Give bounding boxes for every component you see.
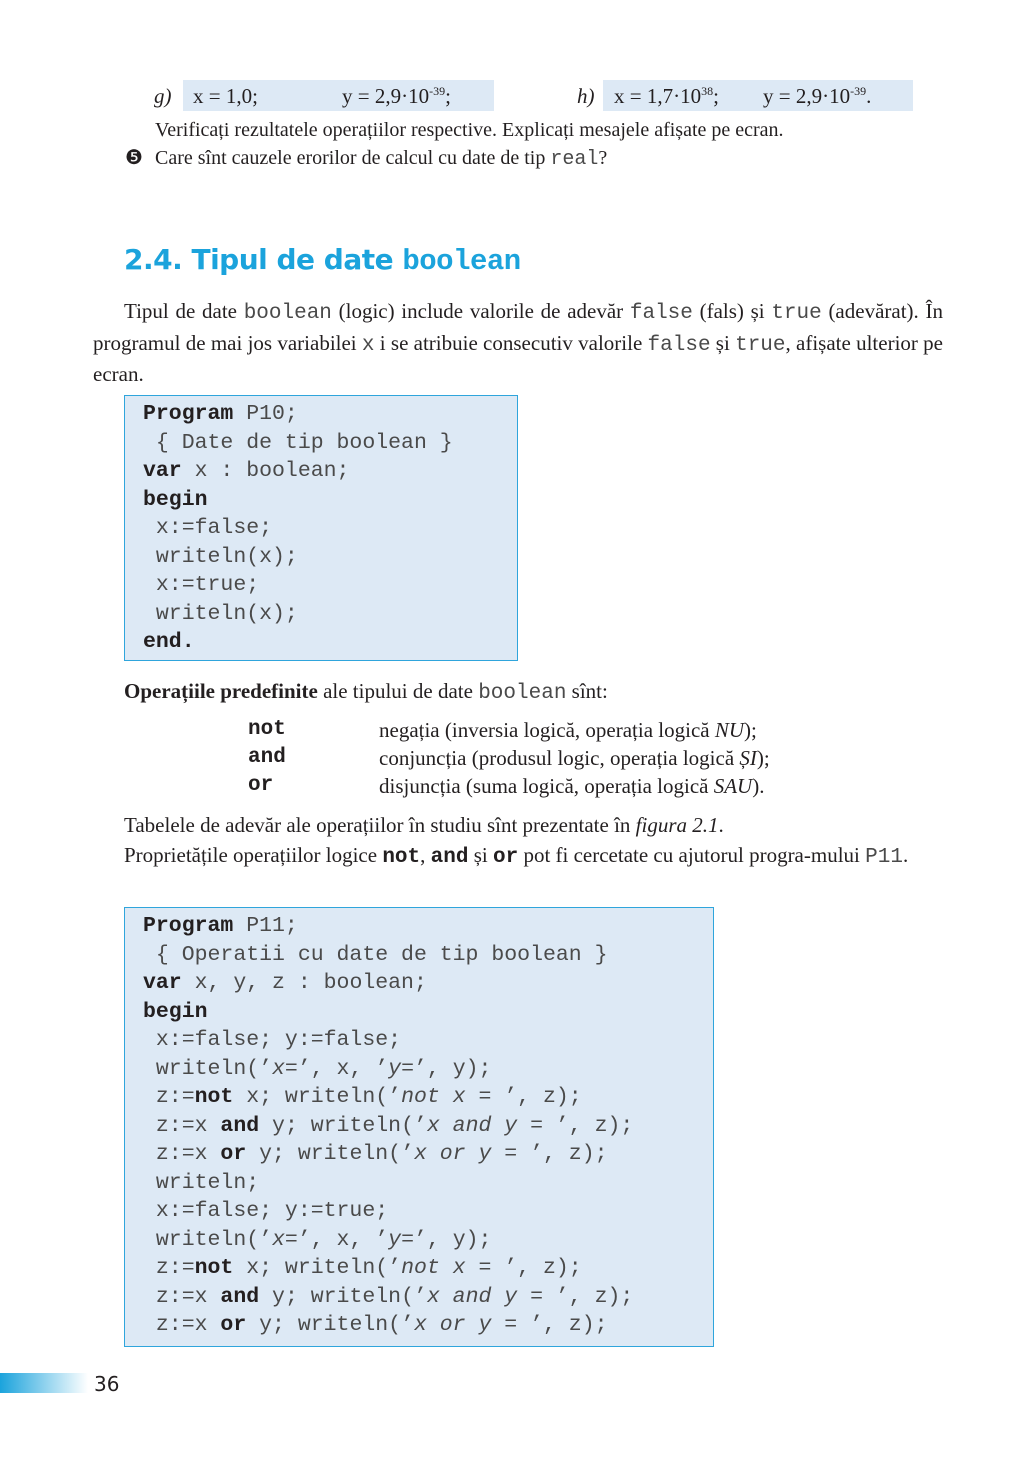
figure-reference: figura 2.1 [635, 813, 719, 837]
code-line [143, 1226, 633, 1255]
operation-desc-end: ); [756, 746, 770, 770]
code-keyword: Program [143, 402, 234, 426]
code-string: x or y = [413, 1313, 531, 1337]
operation-description [379, 772, 764, 800]
props-keyword-or: or [492, 846, 519, 869]
code-line [143, 628, 453, 657]
code-keyword: or [220, 1142, 247, 1166]
props-text-3: și [468, 843, 493, 867]
code-string: not x = [401, 1256, 505, 1280]
operation-description [379, 716, 757, 744]
intro-code-6: true [735, 333, 786, 357]
code-text: writeln(’ [143, 1227, 273, 1252]
exercise-g-y [342, 84, 451, 109]
intro-text-4: (adevărat). În programul de mai jos variabilei [93, 299, 943, 355]
operation-desc-end: ); [744, 718, 757, 742]
question-5 [155, 147, 607, 171]
operation-desc-end: ). [752, 774, 765, 798]
verify-text: Verificați rezultatele operațiilor respective. Explicați mesajele afișate pe ecran. [155, 119, 784, 141]
code-text: ’, x, ’ [297, 1056, 389, 1081]
code-text: ’, y); [413, 1056, 492, 1081]
code-text: x : boolean; [181, 459, 350, 483]
code-text: x; writeln(’ [233, 1256, 402, 1280]
code-line [143, 912, 633, 941]
intro-text-6: și [710, 330, 736, 355]
exercise-g-x-text: x = 1,0; [193, 84, 258, 108]
code-keyword: end. [143, 630, 195, 654]
question-5-marker-icon: ❺ [125, 145, 143, 169]
code-string: not x = [401, 1085, 505, 1109]
operations-list [248, 716, 868, 802]
intro-code-5: false [647, 333, 711, 357]
code-text: x, y, z : boolean; [181, 971, 427, 995]
section-heading [124, 243, 521, 278]
code-p10 [143, 400, 453, 657]
intro-code-2: false [629, 302, 693, 325]
intro-text-1: Tipul de date [124, 299, 244, 323]
code-text: P10; [233, 402, 298, 426]
props-text-4: pot fi cercetate cu ajutorul progra- [518, 843, 811, 867]
code-keyword: begin [143, 487, 208, 512]
intro-code-1: boolean [243, 302, 332, 325]
code-box-p11 [124, 907, 714, 1347]
props-text-5: mului [810, 843, 866, 867]
code-keyword: not [194, 1085, 234, 1109]
code-keyword: begin [143, 999, 208, 1024]
code-line [143, 1083, 633, 1112]
code-line [143, 1055, 633, 1084]
code-text: ’, z); [530, 1313, 608, 1337]
code-keyword: and [220, 1113, 260, 1138]
exercise-h-y [763, 84, 871, 109]
exercise-g-y-base: y = 2,9·10 [342, 84, 430, 108]
section-heading-text: 2.4. Tipul de date [124, 243, 403, 276]
code-line [143, 1254, 633, 1283]
code-string: y= [388, 1056, 414, 1081]
page-number: 36 [94, 1372, 120, 1396]
code-line: writeln; [143, 1170, 260, 1195]
code-line [143, 998, 633, 1027]
code-keyword: and [220, 1284, 260, 1309]
operation-row-not [248, 716, 868, 744]
code-line [143, 1283, 633, 1312]
props-keyword-not: not [382, 846, 421, 869]
code-text: y; writeln(’ [246, 1313, 414, 1337]
code-string: x= [272, 1056, 298, 1081]
code-string: x or y = [413, 1142, 531, 1166]
code-line: { Operatii cu date de tip boolean } [143, 942, 608, 967]
section-heading-code: boolean [402, 245, 521, 278]
code-text: ’, z); [504, 1256, 582, 1280]
operation-desc-italic: NU [714, 718, 745, 742]
exercise-h-y-exp: -39 [850, 84, 867, 98]
code-p11 [143, 912, 633, 1340]
props-text-1: Proprietățile operațiilor logice [124, 843, 383, 867]
operations-intro-text: ale tipului de date [317, 679, 479, 703]
operation-row-or [248, 772, 868, 800]
code-line [143, 486, 453, 515]
operation-desc-italic: ȘI [739, 746, 757, 770]
code-line [143, 400, 453, 429]
code-line: writeln(x); [143, 601, 298, 626]
operations-intro-end: sînt: [566, 679, 608, 703]
exercise-g-y-exp: -39 [429, 84, 446, 98]
code-keyword: or [220, 1313, 247, 1337]
code-line [143, 1112, 633, 1141]
intro-text-3: (fals) și [692, 299, 772, 323]
code-keyword: not [194, 1256, 234, 1280]
code-line: x:=true; [143, 573, 260, 597]
code-box-p10 [124, 395, 518, 661]
operation-row-and [248, 744, 868, 772]
exercise-h-x-end: ; [713, 84, 719, 108]
tables-text-end: . [718, 813, 724, 837]
code-text: P11; [233, 914, 298, 938]
code-text: x; writeln(’ [233, 1085, 402, 1109]
code-text: ’, y); [413, 1227, 492, 1252]
operation-keyword: not [248, 718, 286, 741]
code-keyword: var [143, 459, 182, 483]
intro-code-4: x [361, 333, 375, 357]
exercise-h-x-base: x = 1,7·10 [614, 84, 702, 108]
properties-paragraph [93, 841, 943, 873]
exercise-h-y-end: . [866, 84, 872, 108]
operation-desc-text: conjuncția (produsul logic, operația logică [379, 746, 740, 770]
operation-desc-text: disjuncția (suma logică, operația logică [379, 774, 714, 798]
code-text: z:=x [143, 1142, 221, 1166]
props-text-2: , [420, 843, 431, 867]
tables-text-body: Tabelele de adevăr ale operațiilor în studiu sînt prezentate în [124, 813, 636, 837]
operations-intro-code: boolean [478, 682, 567, 705]
intro-text-2: (logic) include valorile de adevăr [331, 299, 630, 323]
code-text: y; writeln(’ [246, 1142, 414, 1166]
intro-text-7: , afișate ulterior pe ecran. [93, 330, 943, 386]
exercise-h-y-base: y = 2,9·10 [763, 84, 851, 108]
code-line [143, 1311, 633, 1340]
exercise-g-label: g) [154, 84, 172, 108]
intro-paragraph [93, 297, 943, 389]
props-keyword-and: and [430, 846, 469, 869]
page-footer-bar [0, 1373, 88, 1393]
code-text: ’, x, ’ [297, 1227, 389, 1252]
code-line: { Date de tip boolean } [143, 430, 453, 455]
operations-intro [124, 679, 608, 705]
props-text-6: . [902, 843, 909, 867]
intro-text-5: i se atribuie consecutiv valorile [374, 330, 648, 355]
code-text: ’, z); [555, 1284, 634, 1309]
code-string: x= [272, 1227, 298, 1252]
tables-text [124, 813, 724, 838]
question-5-text: Care sînt cauzele erorilor de calcul cu date de tip [155, 147, 551, 169]
code-text: writeln(’ [143, 1056, 273, 1081]
exercise-h-x-exp: 38 [701, 84, 714, 98]
code-line: x:=false; [143, 516, 273, 540]
code-text: ’, z); [555, 1113, 634, 1138]
operation-keyword: or [248, 774, 274, 797]
code-line: x:=false; y:=false; [143, 1028, 402, 1052]
code-line [143, 969, 633, 998]
exercise-g-y-end: ; [445, 84, 451, 108]
operation-desc-italic: SAU [713, 774, 753, 798]
question-5-code: real [550, 148, 599, 171]
operations-intro-bold: Operațiile predefinite [124, 679, 318, 703]
exercise-h-x [614, 84, 719, 109]
code-text: y; writeln(’ [259, 1284, 427, 1309]
operation-desc-text: negația (inversia logică, operația logică [379, 718, 715, 742]
code-text: z:= [143, 1256, 195, 1280]
code-string: y= [388, 1227, 414, 1252]
code-keyword: Program [143, 914, 234, 938]
exercise-g-x [193, 84, 258, 109]
operation-keyword: and [248, 746, 286, 769]
code-line: writeln(x); [143, 544, 298, 569]
code-text: z:= [143, 1085, 195, 1109]
code-line: x:=false; y:=true; [143, 1199, 389, 1223]
intro-code-3: true [771, 302, 822, 325]
code-text: z:=x [143, 1113, 221, 1138]
code-text: ’, z); [530, 1142, 608, 1166]
code-text: y; writeln(’ [259, 1113, 427, 1138]
code-keyword: var [143, 971, 182, 995]
code-line [143, 457, 453, 486]
props-code-p11: P11 [865, 846, 903, 869]
code-string: x and y = [426, 1284, 556, 1309]
exercise-h-label: h) [577, 84, 595, 108]
code-text: ’, z); [504, 1085, 582, 1109]
question-5-end: ? [598, 147, 608, 169]
operation-description [379, 744, 770, 772]
code-text: z:=x [143, 1313, 221, 1337]
code-text: z:=x [143, 1284, 221, 1309]
code-line [143, 1140, 633, 1169]
code-string: x and y = [426, 1113, 556, 1138]
